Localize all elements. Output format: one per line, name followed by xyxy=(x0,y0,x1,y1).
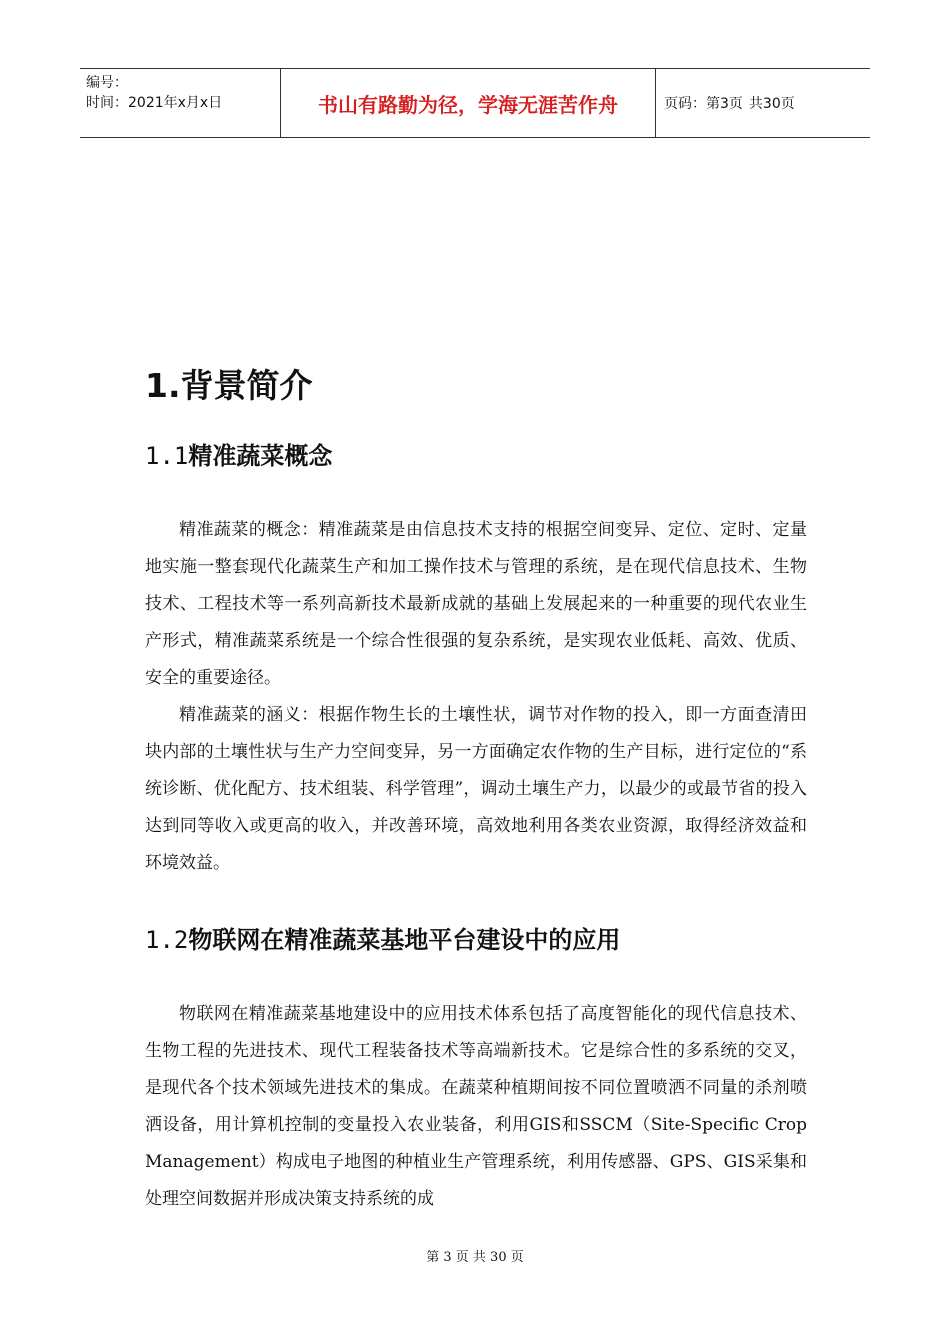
doc-number-label: 编号： xyxy=(86,75,128,91)
subsection-title-text: 精准蔬菜概念 xyxy=(188,442,333,470)
paragraph: 精准蔬菜的概念：精准蔬菜是由信息技术支持的根据空间变异、定位、定时、定量地实施一整套现代化蔬菜生产和加工操作技术与管理的系统，是在现代信息技术、生物技术、工程技术等一系列高新技术最新成就的基础上发展起来的一种重要的现代农业生产形式，精准蔬菜系统是一个综合性很强的复杂系统，是实现农业低耗、高效、优质、安全的重要途径。 xyxy=(145,520,807,688)
subsection-title-text: 物联网在精准蔬菜基地平台建设中的应用 xyxy=(188,926,621,954)
subsection-body-1-2 xyxy=(145,996,807,1218)
header-page-label: 页码：第3页 xyxy=(664,96,743,112)
subsection-number: 1.2 xyxy=(145,926,189,954)
paragraph: 物联网在精准蔬菜基地建设中的应用技术体系包括了高度智能化的现代信息技术、生物工程的先进技术、现代工程装备技术等高端新技术。它是综合性的多系统的交叉，是现代各个技术领域先进技术的集成。在蔬菜种植期间按不同位置喷洒不同量的杀剂喷洒设备，用计算机控制的变量投入农业装备，利用GIS和SSCM（Site-Specific Crop Management）构成电子地图的种植业生产管理系统，利用传感器、GPS、GIS采集和处理空间数据并形成决策支持系统的成 xyxy=(145,1004,807,1209)
page-header xyxy=(80,68,870,138)
doc-time-label: 时间：2021年x月x日 xyxy=(86,95,223,111)
page-footer: 第 3 页 共 30 页 xyxy=(426,1250,524,1265)
header-total-label: 共30页 xyxy=(748,96,795,112)
header-page-info xyxy=(656,69,870,137)
subsection-title-1-2 xyxy=(145,920,620,955)
header-motto: 书山有路勤为径，学海无涯苦作舟 xyxy=(281,69,656,137)
section-title: 1.背景简介 xyxy=(145,366,313,405)
subsection-body-1-1 xyxy=(145,512,807,882)
subsection-title-1-1 xyxy=(145,436,332,471)
header-meta xyxy=(80,69,281,137)
subsection-number: 1.1 xyxy=(145,442,189,470)
paragraph: 精准蔬菜的涵义：根据作物生长的土壤性状，调节对作物的投入，即一方面查清田块内部的土壤性状与生产力空间变异，另一方面确定农作物的生产目标，进行定位的“系统诊断、优化配方、技术组装、科学管理”，调动土壤生产力，以最少的或最节省的投入达到同等收入或更高的收入，并改善环境，高效地利用各类农业资源，取得经济效益和环境效益。 xyxy=(145,705,807,873)
